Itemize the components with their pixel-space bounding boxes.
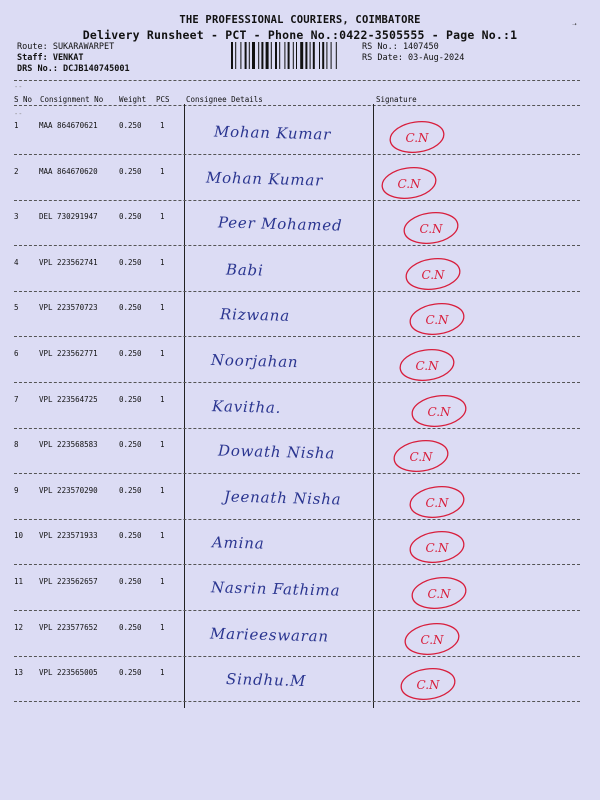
table-row bbox=[14, 440, 580, 485]
barcode-bar bbox=[252, 42, 255, 69]
consignment-number: MAA 864670620 bbox=[39, 166, 98, 176]
pcs-value: 1 bbox=[160, 257, 165, 267]
barcode-bar bbox=[231, 42, 233, 69]
weight-value: 0.250 bbox=[119, 668, 142, 678]
weight-value: 0.250 bbox=[119, 394, 142, 404]
weight-value: 0.250 bbox=[119, 349, 142, 358]
signature-stamp bbox=[404, 299, 470, 339]
barcode-bar bbox=[275, 42, 277, 69]
dash-marker: -- bbox=[14, 83, 23, 91]
weight-value: 0.250 bbox=[119, 212, 142, 222]
row-divider bbox=[14, 610, 580, 611]
pcs-value: 1 bbox=[160, 531, 165, 541]
row-divider bbox=[14, 200, 580, 201]
signature-stamp bbox=[404, 527, 470, 567]
consignee-name: Amina bbox=[211, 533, 265, 554]
col-header-sno: S No bbox=[14, 95, 33, 104]
table-row bbox=[14, 167, 580, 212]
corner-mark: ➝ bbox=[572, 20, 577, 29]
table-row bbox=[14, 531, 580, 576]
table-row bbox=[14, 395, 580, 440]
row-divider bbox=[14, 656, 580, 657]
serial-number: 6 bbox=[14, 349, 19, 358]
barcode-bar bbox=[235, 42, 236, 69]
consignee-name: Rizwana bbox=[219, 305, 291, 326]
stamp-text: C.N bbox=[420, 632, 444, 647]
table-row bbox=[14, 349, 580, 394]
consignee-name: Babi bbox=[225, 260, 264, 280]
col-header-pcs: PCS bbox=[156, 95, 170, 104]
stamp-text: C.N bbox=[405, 131, 429, 145]
serial-number: 4 bbox=[14, 257, 19, 267]
barcode-bar bbox=[271, 42, 272, 69]
consignment-number: VPL 223577652 bbox=[39, 622, 98, 632]
barcode-bar bbox=[300, 42, 303, 69]
signature-stamp bbox=[394, 345, 460, 385]
row-divider bbox=[14, 154, 580, 155]
pcs-value: 1 bbox=[160, 577, 165, 586]
weight-value: 0.250 bbox=[119, 485, 142, 495]
pcs-value: 1 bbox=[160, 166, 165, 176]
signature-stamp bbox=[376, 163, 442, 203]
rs-date: RS Date: 03-Aug-2024 bbox=[362, 53, 465, 63]
serial-number: 5 bbox=[14, 303, 19, 313]
barcode-bar bbox=[305, 42, 307, 69]
runsheet-subtitle: Delivery Runsheet - PCT - Phone No.:0422-3505555 - Page No.:1 bbox=[82, 28, 518, 42]
table-row bbox=[14, 486, 580, 531]
table-row bbox=[14, 623, 580, 668]
barcode-bar bbox=[322, 42, 324, 69]
serial-number: 3 bbox=[14, 212, 19, 222]
route-staff-block bbox=[17, 42, 130, 75]
row-divider bbox=[14, 428, 580, 429]
signature-stamp bbox=[399, 619, 465, 659]
dash-marker: -- bbox=[14, 110, 23, 118]
table-row bbox=[14, 577, 580, 622]
rs-block bbox=[362, 42, 464, 64]
consignment-number: VPL 223570290 bbox=[39, 485, 98, 495]
company-title: THE PROFESSIONAL COURIERS, COIMBATORE bbox=[179, 14, 421, 26]
barcode-bar bbox=[261, 42, 263, 69]
signature-stamp bbox=[406, 573, 472, 613]
row-divider bbox=[14, 291, 580, 292]
barcode-bar bbox=[249, 42, 250, 69]
pcs-value: 1 bbox=[160, 485, 165, 495]
table-row bbox=[14, 668, 580, 713]
consignee-name: Jeenath Nisha bbox=[223, 487, 342, 509]
serial-number: 1 bbox=[14, 121, 19, 130]
consignment-number: VPL 223562771 bbox=[39, 349, 98, 358]
row-divider bbox=[14, 245, 580, 246]
consignee-name: Noorjahan bbox=[210, 350, 299, 372]
signature-stamp bbox=[395, 664, 461, 704]
stamp-text: C.N bbox=[415, 359, 439, 373]
row-divider bbox=[14, 336, 580, 337]
stamp-text: C.N bbox=[427, 587, 451, 601]
staff-text: Staff: VENKAT bbox=[17, 53, 84, 63]
stamp-text: C.N bbox=[419, 222, 443, 237]
consignee-name: Kavitha. bbox=[211, 396, 282, 417]
col-header-consignee: Consignee Details bbox=[186, 95, 263, 104]
table-row bbox=[14, 121, 580, 166]
row-divider bbox=[14, 701, 580, 702]
serial-number: 7 bbox=[14, 394, 19, 404]
stamp-text: C.N bbox=[397, 176, 421, 191]
consignment-number: VPL 223565005 bbox=[39, 668, 98, 678]
signature-stamp bbox=[400, 254, 466, 294]
table-header-divider bbox=[14, 105, 580, 106]
stamp-text: C.N bbox=[425, 541, 449, 556]
pcs-value: 1 bbox=[160, 349, 165, 358]
col-header-signature: Signature bbox=[376, 95, 417, 104]
stamp-text: C.N bbox=[416, 678, 440, 693]
col-header-weight: Weight bbox=[119, 95, 147, 104]
weight-value: 0.250 bbox=[119, 166, 142, 176]
barcode bbox=[231, 42, 353, 69]
row-divider bbox=[14, 382, 580, 383]
consignee-name: Marieeswaran bbox=[209, 624, 330, 646]
barcode-bar bbox=[293, 42, 294, 69]
serial-number: 11 bbox=[14, 577, 24, 586]
signature-stamp bbox=[398, 208, 464, 248]
consignee-name: Nasrin Fathima bbox=[210, 578, 341, 600]
pcs-value: 1 bbox=[160, 440, 165, 450]
consignee-name: Mohan Kumar bbox=[213, 122, 332, 144]
consignee-name: Sindhu.M bbox=[225, 670, 307, 691]
consignee-name: Mohan Kumar bbox=[205, 168, 324, 190]
signature-stamp bbox=[406, 391, 472, 431]
serial-number: 9 bbox=[14, 485, 19, 495]
pcs-value: 1 bbox=[160, 622, 165, 632]
pcs-value: 1 bbox=[160, 303, 165, 313]
table-row bbox=[14, 212, 580, 257]
stamp-text: C.N bbox=[425, 495, 449, 510]
signature-stamp bbox=[384, 117, 450, 157]
stamp-text: C.N bbox=[425, 313, 449, 328]
serial-number: 13 bbox=[14, 668, 24, 678]
barcode-bar bbox=[310, 42, 311, 69]
row-divider bbox=[14, 564, 580, 565]
weight-value: 0.250 bbox=[119, 440, 142, 450]
consignment-number: DEL 730291947 bbox=[39, 212, 98, 222]
weight-value: 0.250 bbox=[119, 577, 142, 586]
barcode-bar bbox=[336, 42, 337, 69]
stamp-text: C.N bbox=[427, 404, 451, 419]
consignment-number: VPL 223562741 bbox=[39, 257, 98, 267]
consignment-number: MAA 864670621 bbox=[39, 121, 98, 130]
table-row bbox=[14, 303, 580, 348]
weight-value: 0.250 bbox=[119, 531, 142, 541]
barcode-bar bbox=[284, 42, 285, 69]
barcode-bar bbox=[313, 42, 315, 69]
serial-number: 2 bbox=[14, 166, 19, 176]
consignment-number: VPL 223564725 bbox=[39, 394, 98, 404]
row-divider bbox=[14, 473, 580, 474]
serial-number: 12 bbox=[14, 622, 24, 632]
signature-stamp bbox=[388, 436, 454, 476]
barcode-bar bbox=[296, 42, 297, 69]
stamp-text: C.N bbox=[421, 267, 445, 282]
barcode-bar bbox=[245, 42, 247, 69]
consignment-number: VPL 223570723 bbox=[39, 303, 98, 313]
stamp-text: C.N bbox=[409, 450, 433, 465]
weight-value: 0.250 bbox=[119, 257, 142, 267]
serial-number: 10 bbox=[14, 531, 24, 541]
rs-number: RS No.: 1407450 bbox=[362, 42, 439, 52]
drs-number: DRS No.: DCJB140745001 bbox=[17, 64, 130, 74]
route-text: Route: SUKARAWARPET bbox=[17, 42, 115, 52]
serial-number: 8 bbox=[14, 440, 19, 450]
barcode-bar bbox=[266, 42, 269, 69]
barcode-bar bbox=[240, 42, 241, 69]
pcs-value: 1 bbox=[160, 212, 165, 222]
pcs-value: 1 bbox=[160, 121, 165, 130]
barcode-bar bbox=[326, 42, 327, 69]
weight-value: 0.250 bbox=[119, 303, 142, 313]
barcode-bar bbox=[288, 42, 290, 69]
consignee-name: Dowath Nisha bbox=[217, 441, 336, 463]
consignment-number: VPL 223562657 bbox=[39, 577, 98, 586]
header-divider bbox=[14, 80, 580, 81]
weight-value: 0.250 bbox=[119, 622, 142, 632]
col-header-consignment: Consignment No bbox=[40, 95, 104, 104]
barcode-bar bbox=[319, 42, 320, 69]
consignment-number: VPL 223568583 bbox=[39, 440, 98, 450]
table-row bbox=[14, 258, 580, 303]
barcode-bar bbox=[258, 42, 259, 69]
consignee-name: Peer Mohamed bbox=[217, 213, 343, 235]
consignment-number: VPL 223571933 bbox=[39, 531, 98, 541]
barcode-bar bbox=[279, 42, 280, 69]
pcs-value: 1 bbox=[160, 394, 165, 404]
weight-value: 0.250 bbox=[119, 121, 142, 130]
pcs-value: 1 bbox=[160, 668, 165, 678]
barcode-bar bbox=[331, 42, 332, 69]
row-divider bbox=[14, 519, 580, 520]
signature-stamp bbox=[404, 482, 470, 522]
